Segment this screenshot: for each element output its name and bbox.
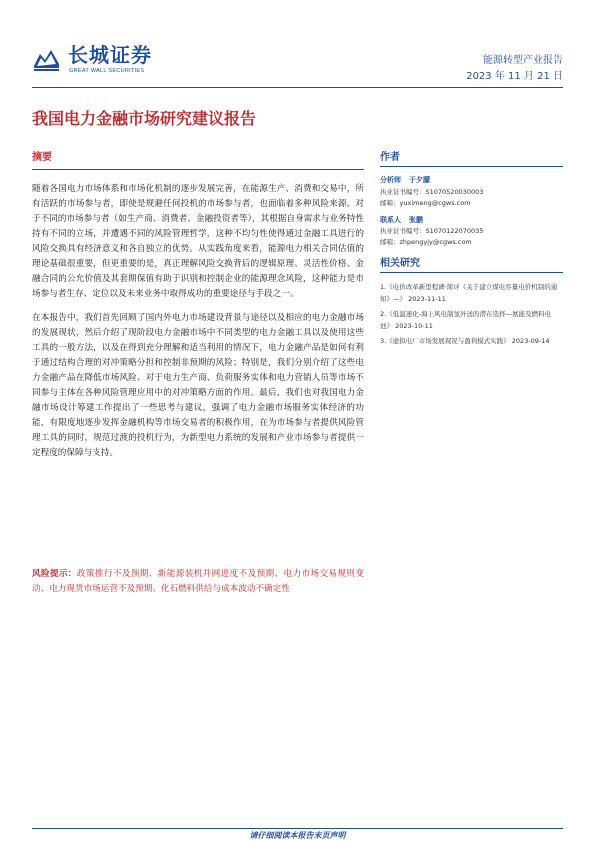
great-wall-logo-icon [32, 44, 62, 74]
related-item[interactable]: 2.《低温速化-海上风电制氢外送的潜在选择—氨能及燃料电池》 2023-10-11 [380, 310, 552, 330]
report-meta [466, 53, 563, 85]
brand-logo [32, 44, 162, 78]
risk-warning [32, 567, 364, 597]
related-item[interactable]: 1.《电价改革新里程碑·简评《关于建立煤电容量电价机制的通知》—》 2023-11-11 [380, 283, 558, 303]
contact-email[interactable]: zhpengyjy@cgws.com [399, 238, 472, 246]
authors-title: 作者 [380, 148, 563, 167]
contact-cert-label: 执业证书编号： [380, 227, 426, 235]
analyst-email[interactable]: yuximeng@cgws.com [399, 198, 471, 207]
risk-label: 风险提示： [32, 569, 77, 579]
abstract-divider [32, 169, 364, 170]
brand-name-cn: 长城证券 [68, 43, 152, 67]
footer-disclaimer: 请仔细阅读本报告末页声明 [249, 831, 346, 840]
brand-name-en: GREAT WALL SECURITIES [69, 68, 145, 74]
analyst-role: 分析师 [380, 176, 401, 184]
footer-divider [32, 828, 563, 829]
report-title: 我国电力金融市场研究建议报告 [32, 109, 257, 128]
sidebar [380, 148, 563, 350]
header-divider [32, 87, 563, 88]
contact-email-label: 邮箱： [380, 238, 400, 246]
analyst-cert-label: 执业证书编号： [380, 187, 426, 196]
abstract-label: 摘要 [32, 152, 52, 163]
report-category: 能源转型产业报告 [483, 55, 563, 66]
contact-role: 联系人 [380, 215, 401, 224]
contact-cert: S1070122070035 [425, 227, 484, 235]
contact-name: 张鹏 [409, 215, 423, 224]
analyst-name: 于夕朦 [409, 176, 430, 184]
abstract-paragraph: 在本报告中，我们首先回顾了国内外电力市场建设背景与途径以及相应的电力金融市场的发展现状，然后介绍了现阶段电力金融市场中不同类型的电力金融工具以及使用这些工具的一般方法，以及在得到充分理解和适当利用的情况下，电力金融产品是如何有利于通过结构合理的对冲策略分担和控制非预期的风险；特别是，我们分别介绍了这些电力金融产品在降低市场风险、对于电力生产商、负荷服务实体和电力营销人员等市场不同参与主体在各种风险管理应用中的对冲策略方面的作用。最后，我们也对我国电力金融市场设计筹建工作提出了一些思考与建议，强调了电力金融市场服务实体经济的功能，有限度地逐步发挥金融机构等市场交易者的积极作用，在为市场参与者提供风险管理工具的同时，规范过渡的投机行为，为新型电力系统的发展和产业市场参与者提供一定程度的保障与支持。 [32, 313, 364, 458]
analyst-email-label: 邮箱： [380, 198, 400, 207]
abstract-paragraph: 随着各国电力市场体系和市场化机制的逐步发展完善，在能源生产、消费和交易中，所有活跃的市场参与者，即使是规避任何投机的市场参与者，也面临着多种风险来源。对于不同的市场参与者（如生产商、消费者、金融投资者等），其根据自身需求与业务特性持有不同的立场，并遭遇不同的风险管理哲学，这种不均匀性使得通过金融工具进行的风险交换具有经济意义和各自独立的优势。从实践角度来看，能源电力相关合同估值的理论基础很重要，但更重要的是，真正理解风险交换背后的逻辑原理、灵活性价格、金融合同的公允价值及其套期保值有助于识别和控制企业的能源理念风险，这种能力是市场参与者生存、定位以及未来业务中取得成功的重要途径与手段之一。 [32, 184, 364, 299]
contact-block [380, 215, 563, 249]
analyst-block [380, 175, 563, 209]
analyst-cert: S1070520030003 [425, 187, 484, 196]
report-date: 2023 年 11 月 21 日 [466, 71, 563, 82]
risk-text: 政策推行不及预期、新能源装机并网进度不及预期、电力市场交易规则变动、电力现货市场运营不及预期、化石燃料供给与成本波动不确定性 [32, 569, 364, 594]
related-item[interactable]: 3.《虚拟电厂市场发展现况与盈利模式实践》 2023-09-14 [380, 337, 550, 345]
related-title: 相关研究 [380, 254, 563, 273]
main-column [32, 148, 364, 470]
